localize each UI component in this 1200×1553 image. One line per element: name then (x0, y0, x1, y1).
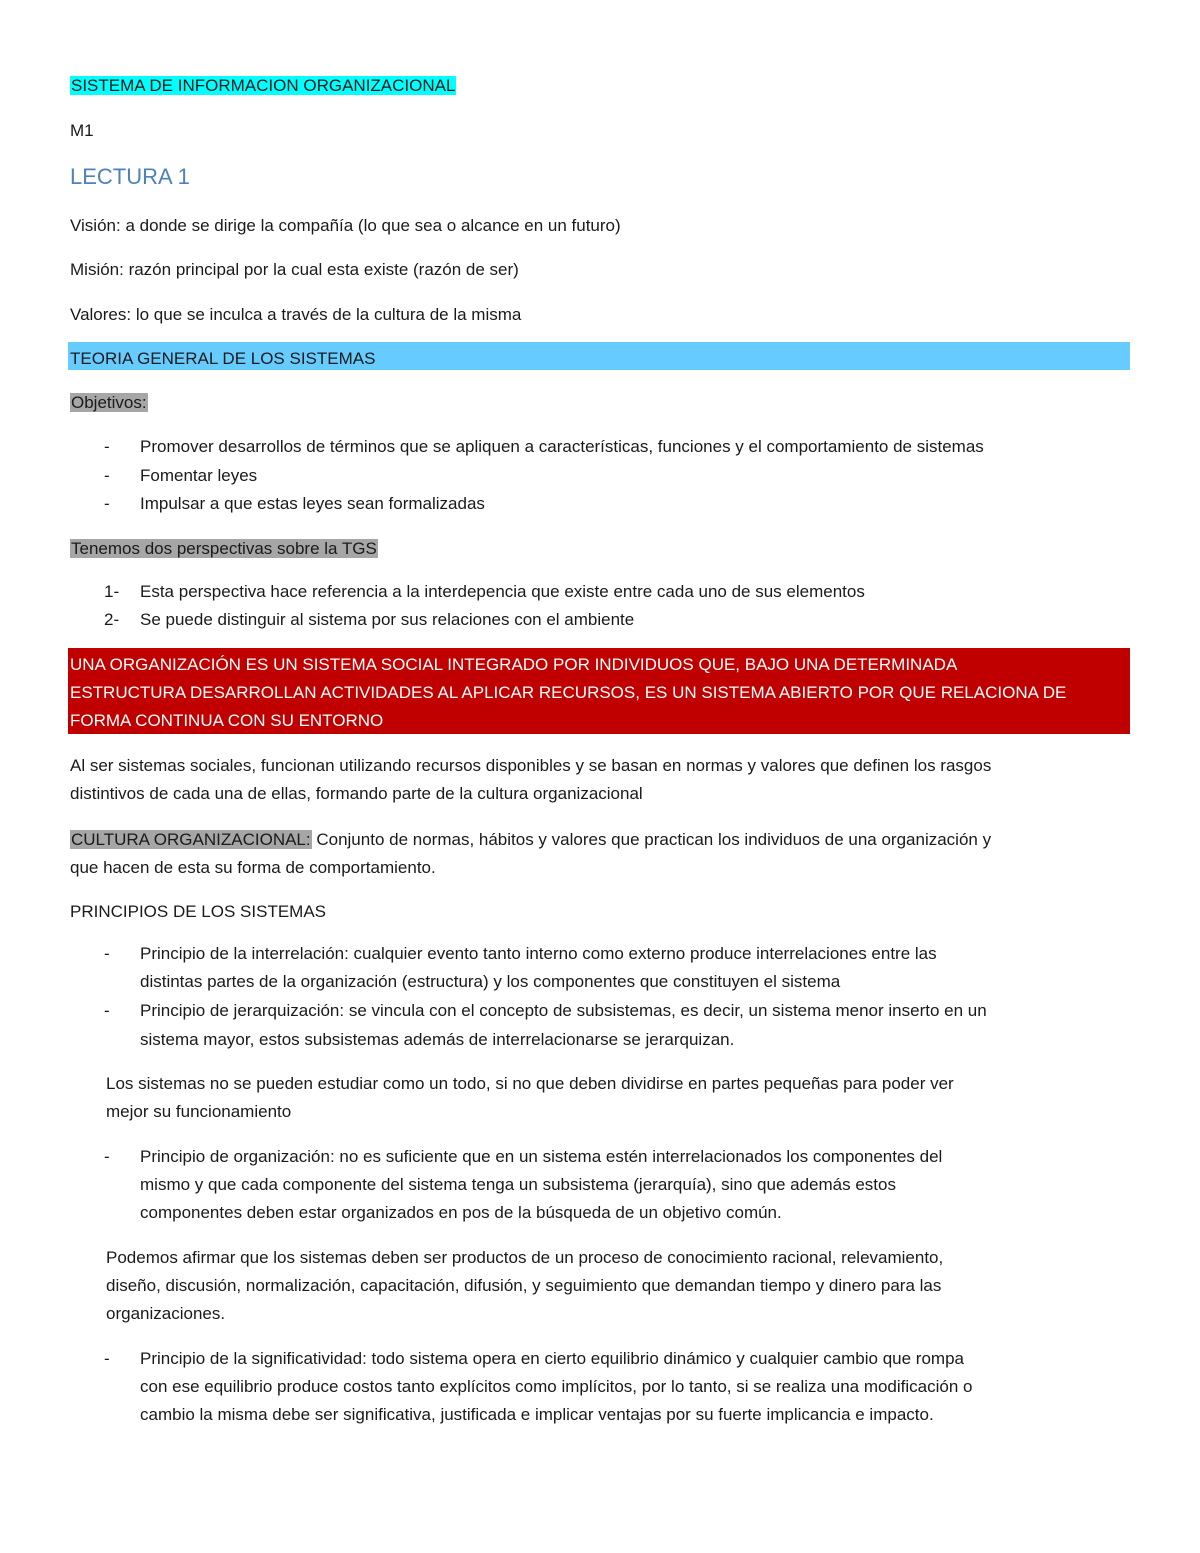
bullet-dash: - (104, 1001, 110, 1020)
perspectivas-label (70, 538, 378, 560)
bullet-dash: - (104, 1349, 110, 1368)
lectura-heading: LECTURA 1 (70, 164, 190, 189)
principios-heading: PRINCIPIOS DE LOS SISTEMAS (70, 902, 327, 921)
podemos-line: organizaciones. (106, 1304, 226, 1323)
perspectivas-highlight: Tenemos dos perspectivas sobre la TGS (71, 539, 377, 558)
principio-line: Principio de la significatividad: todo sistema opera en cierto equilibrio dinámico y cualquier cambio que rompa (140, 1349, 964, 1368)
principio-line: mismo y que cada componente del sistema tenga un subsistema (jerarquía), sino que además estos (140, 1175, 896, 1194)
bullet-dash: - (104, 1147, 110, 1166)
sociales-line: Al ser sistemas sociales, funcionan utilizando recursos disponibles y se basan en normas y valores que definen los rasgos (70, 756, 992, 775)
podemos-line: diseño, discusión, normalización, capacitación, difusión, y seguimiento que demandan tiempo y dinero para las (106, 1276, 942, 1295)
bullet-dash: - (104, 494, 110, 513)
bullet-dash: - (104, 437, 110, 456)
objetivos-highlight: Objetivos: (71, 393, 147, 412)
principio-line: sistema mayor, estos subsistemas además de interrelacionarse se jerarquizan. (140, 1030, 735, 1049)
organizacion-line: ESTRUCTURA DESARROLLAN ACTIVIDADES AL APLICAR RECURSOS, ES UN SISTEMA ABIERTO POR QUE RELACIONA DE (70, 683, 1067, 702)
valores-line: Valores: lo que se inculca a través de la cultura de la misma (70, 305, 522, 324)
list-number: 2- (104, 610, 120, 629)
principio-line: cambio la misma debe ser significativa, justificada e implicar ventajas por su fuerte implicancia e impacto. (140, 1405, 934, 1424)
organizacion-line: FORMA CONTINUA CON SU ENTORNO (70, 711, 384, 730)
perspectiva-item: Se puede distinguir al sistema por sus relaciones con el ambiente (140, 610, 635, 629)
organizacion-line: UNA ORGANIZACIÓN ES UN SISTEMA SOCIAL INTEGRADO POR INDIVIDUOS QUE, BAJO UNA DETERMINADA (70, 655, 958, 674)
vision-line: Visión: a donde se dirige la compañía (lo que sea o alcance en un futuro) (70, 216, 621, 235)
mision-line: Misión: razón principal por la cual esta existe (razón de ser) (70, 260, 519, 279)
title-highlight: SISTEMA DE INFORMACION ORGANIZACIONAL (71, 76, 456, 95)
cultura-label: CULTURA ORGANIZACIONAL: (71, 830, 311, 849)
principio-line: distintas partes de la organización (estructura) y los componentes que constituyen el sistema (140, 972, 841, 991)
objetivos-label (70, 392, 148, 414)
sociales-line: distintivos de cada una de ellas, formando parte de la cultura organizacional (70, 784, 643, 803)
objetivo-item: Fomentar leyes (140, 466, 258, 485)
perspectiva-item: Esta perspectiva hace referencia a la interdepencia que existe entre cada uno de sus elementos (140, 582, 865, 601)
cultura-line (70, 829, 991, 851)
objetivo-item: Impulsar a que estas leyes sean formalizadas (140, 494, 485, 513)
bullet-dash: - (104, 944, 110, 963)
podemos-line: Podemos afirmar que los sistemas deben ser productos de un proceso de conocimiento racional, relevamiento, (106, 1248, 944, 1267)
principio-line: con ese equilibrio produce costos tanto explícitos como implícitos, por lo tanto, si se realiza una modificación o (140, 1377, 973, 1396)
principio-line: Principio de la interrelación: cualquier evento tanto interno como externo produce interrelaciones entre las (140, 944, 937, 963)
principio-line: Principio de organización: no es suficiente que en un sistema estén interrelacionados los componentes del (140, 1147, 943, 1166)
cultura-definition: Conjunto de normas, hábitos y valores que practican los individuos de una organización y (311, 830, 992, 849)
bullet-dash: - (104, 466, 110, 485)
module-label: M1 (70, 121, 94, 140)
estudiar-line: mejor su funcionamiento (106, 1102, 292, 1121)
list-number: 1- (104, 582, 120, 601)
document-title (70, 75, 456, 97)
principio-line: Principio de jerarquización: se vincula con el concepto de subsistemas, es decir, un sistema menor inserto en un (140, 1001, 987, 1020)
estudiar-line: Los sistemas no se pueden estudiar como un todo, si no que deben dividirse en partes pequeñas para poder ver (106, 1074, 954, 1093)
cultura-line-2: que hacen de esta su forma de comportamiento. (70, 858, 436, 877)
objetivo-item: Promover desarrollos de términos que se apliquen a características, funciones y el comportamiento de sistemas (140, 437, 984, 456)
tgs-heading: TEORIA GENERAL DE LOS SISTEMAS (70, 349, 376, 368)
principio-line: componentes deben estar organizados en pos de la búsqueda de un objetivo común. (140, 1203, 782, 1222)
